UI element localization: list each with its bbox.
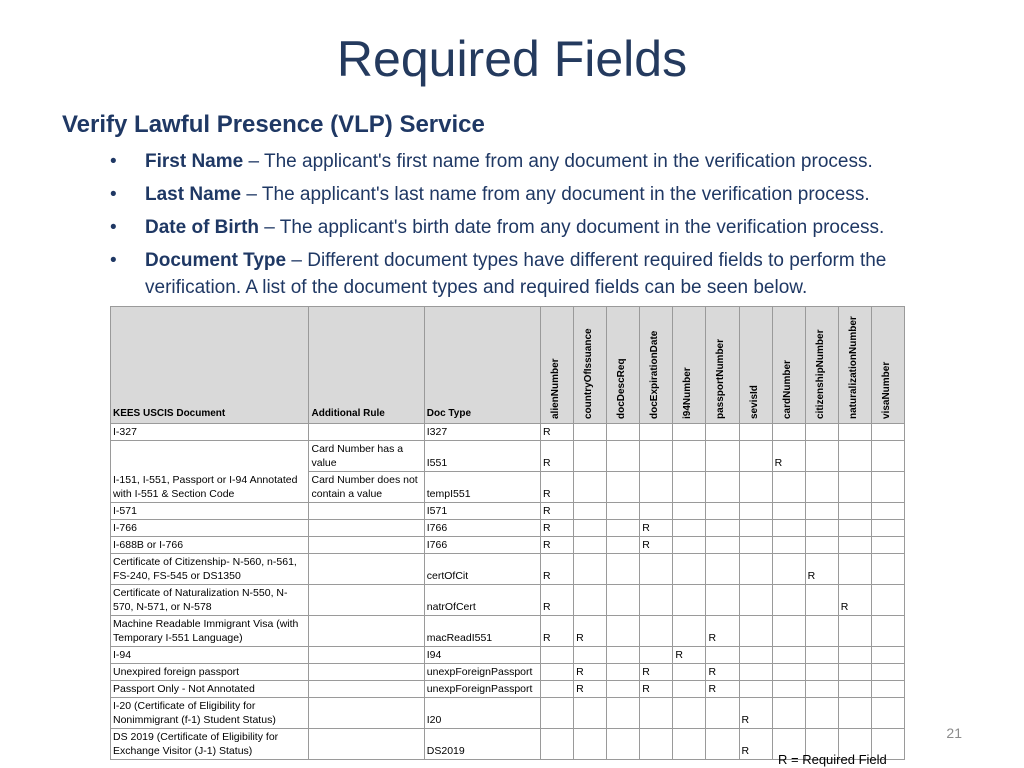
cell-document: I-151, I-551, Passport or I-94 Annotated with I-551 & Section Code bbox=[111, 441, 309, 503]
cell-required-flag bbox=[739, 681, 772, 698]
bullet-dot-icon: • bbox=[110, 250, 117, 271]
header-field-label: naturalizationNumber bbox=[847, 316, 859, 419]
cell-required-flag bbox=[607, 729, 640, 760]
cell-additional-rule bbox=[309, 681, 424, 698]
table-body bbox=[111, 424, 905, 760]
header-field-label: docDescReq bbox=[616, 358, 628, 419]
header-document: KEES USCIS Document bbox=[111, 307, 309, 424]
cell-required-flag bbox=[772, 698, 805, 729]
cell-doc-type: certOfCit bbox=[424, 554, 540, 585]
cell-required-flag bbox=[541, 729, 574, 760]
cell-required-flag: R bbox=[706, 681, 739, 698]
header-field-label: citizenshipNumber bbox=[814, 329, 826, 419]
cell-required-flag: R bbox=[805, 554, 838, 585]
cell-required-flag: R bbox=[640, 520, 673, 537]
cell-required-flag bbox=[574, 554, 607, 585]
cell-required-flag bbox=[673, 729, 706, 760]
cell-required-flag bbox=[640, 441, 673, 472]
cell-additional-rule: Card Number does not contain a value bbox=[309, 472, 424, 503]
section-subtitle: Verify Lawful Presence (VLP) Service bbox=[62, 111, 485, 138]
cell-required-flag bbox=[772, 520, 805, 537]
bullet-item bbox=[110, 148, 970, 175]
cell-required-flag bbox=[838, 537, 871, 554]
cell-required-flag bbox=[673, 698, 706, 729]
cell-required-flag bbox=[706, 729, 739, 760]
cell-required-flag bbox=[739, 554, 772, 585]
bullet-list bbox=[110, 148, 970, 307]
page-title: Required Fields bbox=[336, 31, 688, 87]
table-row bbox=[111, 647, 905, 664]
cell-required-flag bbox=[574, 729, 607, 760]
cell-document: Certificate of Citizenship- N-560, n-561, FS-240, FS-545 or DS1350 bbox=[111, 554, 309, 585]
cell-required-flag bbox=[739, 441, 772, 472]
bullet-text: – Different document types have different required fields to perform the verification. A list of the document types and required fields can be seen below. bbox=[145, 250, 887, 298]
header-field bbox=[640, 307, 673, 424]
cell-required-flag bbox=[772, 585, 805, 616]
cell-required-flag bbox=[541, 681, 574, 698]
header-field-label: countryOfIssuance bbox=[583, 328, 595, 419]
cell-document: I-766 bbox=[111, 520, 309, 537]
bullet-term: First Name bbox=[145, 151, 244, 172]
cell-required-flag bbox=[607, 681, 640, 698]
cell-additional-rule bbox=[309, 729, 424, 760]
cell-required-flag: R bbox=[574, 616, 607, 647]
page-number: 21 bbox=[946, 725, 962, 741]
cell-required-flag bbox=[772, 424, 805, 441]
header-field bbox=[739, 307, 772, 424]
cell-doc-type: natrOfCert bbox=[424, 585, 540, 616]
cell-doc-type: I20 bbox=[424, 698, 540, 729]
cell-required-flag bbox=[739, 616, 772, 647]
cell-document: Certificate of Naturalization N-550, N-570, N-571, or N-578 bbox=[111, 585, 309, 616]
cell-required-flag bbox=[838, 554, 871, 585]
cell-required-flag bbox=[706, 647, 739, 664]
cell-required-flag bbox=[640, 472, 673, 503]
cell-required-flag bbox=[673, 424, 706, 441]
cell-required-flag bbox=[838, 616, 871, 647]
cell-required-flag bbox=[739, 520, 772, 537]
cell-required-flag bbox=[574, 647, 607, 664]
bullet-term: Date of Birth bbox=[145, 217, 259, 238]
cell-required-flag bbox=[871, 441, 904, 472]
cell-additional-rule bbox=[309, 698, 424, 729]
cell-required-flag bbox=[805, 616, 838, 647]
cell-required-flag bbox=[640, 554, 673, 585]
cell-required-flag: R bbox=[541, 441, 574, 472]
cell-required-flag bbox=[871, 698, 904, 729]
table-row bbox=[111, 554, 905, 585]
cell-required-flag bbox=[673, 554, 706, 585]
cell-required-flag bbox=[871, 537, 904, 554]
header-field bbox=[706, 307, 739, 424]
cell-required-flag bbox=[706, 585, 739, 616]
cell-required-flag bbox=[673, 585, 706, 616]
cell-required-flag bbox=[673, 441, 706, 472]
header-field-label: docExpirationDate bbox=[649, 330, 661, 419]
cell-required-flag: R bbox=[706, 664, 739, 681]
bullet-text: – The applicant's birth date from any document in the verification process. bbox=[259, 217, 885, 238]
cell-required-flag: R bbox=[541, 424, 574, 441]
cell-required-flag: R bbox=[673, 647, 706, 664]
cell-document: I-327 bbox=[111, 424, 309, 441]
cell-additional-rule bbox=[309, 520, 424, 537]
cell-required-flag bbox=[574, 698, 607, 729]
bullet-term: Document Type bbox=[145, 250, 287, 271]
cell-required-flag bbox=[607, 585, 640, 616]
cell-additional-rule bbox=[309, 664, 424, 681]
cell-required-flag bbox=[772, 503, 805, 520]
cell-required-flag bbox=[871, 503, 904, 520]
table-row bbox=[111, 664, 905, 681]
cell-required-flag: R bbox=[541, 554, 574, 585]
cell-additional-rule bbox=[309, 647, 424, 664]
cell-required-flag bbox=[706, 503, 739, 520]
cell-required-flag: R bbox=[574, 681, 607, 698]
cell-required-flag bbox=[838, 520, 871, 537]
bullet-term: Last Name bbox=[145, 184, 242, 205]
document-requirements-table bbox=[110, 306, 905, 760]
cell-doc-type: macReadI551 bbox=[424, 616, 540, 647]
cell-required-flag: R bbox=[574, 664, 607, 681]
cell-required-flag bbox=[838, 681, 871, 698]
cell-required-flag bbox=[871, 520, 904, 537]
cell-document: I-94 bbox=[111, 647, 309, 664]
cell-required-flag bbox=[607, 554, 640, 585]
cell-required-flag bbox=[574, 503, 607, 520]
cell-required-flag bbox=[574, 585, 607, 616]
header-field bbox=[772, 307, 805, 424]
cell-required-flag: R bbox=[640, 681, 673, 698]
cell-required-flag bbox=[739, 647, 772, 664]
cell-required-flag bbox=[871, 472, 904, 503]
header-field bbox=[607, 307, 640, 424]
header-field bbox=[673, 307, 706, 424]
cell-required-flag: R bbox=[739, 698, 772, 729]
cell-document: Passport Only - Not Annotated bbox=[111, 681, 309, 698]
cell-required-flag bbox=[838, 441, 871, 472]
cell-required-flag bbox=[871, 647, 904, 664]
cell-required-flag bbox=[607, 537, 640, 554]
cell-required-flag bbox=[838, 424, 871, 441]
cell-required-flag bbox=[574, 424, 607, 441]
cell-required-flag bbox=[607, 441, 640, 472]
cell-doc-type: I571 bbox=[424, 503, 540, 520]
cell-required-flag bbox=[805, 537, 838, 554]
table-row bbox=[111, 585, 905, 616]
cell-document: Machine Readable Immigrant Visa (with Temporary I-551 Language) bbox=[111, 616, 309, 647]
cell-required-flag bbox=[871, 585, 904, 616]
cell-required-flag bbox=[871, 554, 904, 585]
cell-doc-type: tempI551 bbox=[424, 472, 540, 503]
cell-required-flag bbox=[805, 681, 838, 698]
header-field bbox=[805, 307, 838, 424]
legend: R = Required Field bbox=[778, 752, 887, 767]
table-row bbox=[111, 537, 905, 554]
cell-required-flag bbox=[739, 472, 772, 503]
cell-required-flag bbox=[838, 664, 871, 681]
cell-required-flag bbox=[706, 554, 739, 585]
table-row bbox=[111, 520, 905, 537]
cell-required-flag bbox=[871, 616, 904, 647]
cell-required-flag bbox=[805, 424, 838, 441]
cell-additional-rule bbox=[309, 554, 424, 585]
cell-required-flag bbox=[640, 698, 673, 729]
cell-required-flag bbox=[805, 647, 838, 664]
cell-required-flag bbox=[706, 441, 739, 472]
cell-doc-type: I327 bbox=[424, 424, 540, 441]
header-field bbox=[871, 307, 904, 424]
cell-required-flag bbox=[673, 520, 706, 537]
cell-additional-rule bbox=[309, 616, 424, 647]
cell-required-flag bbox=[607, 472, 640, 503]
cell-required-flag bbox=[640, 585, 673, 616]
header-field-label: cardNumber bbox=[781, 360, 793, 419]
cell-required-flag bbox=[673, 472, 706, 503]
cell-required-flag bbox=[838, 647, 871, 664]
cell-required-flag bbox=[541, 664, 574, 681]
bullet-dot-icon: • bbox=[110, 184, 117, 205]
table-header-row bbox=[111, 307, 905, 424]
cell-required-flag bbox=[805, 664, 838, 681]
table-row bbox=[111, 424, 905, 441]
cell-required-flag bbox=[838, 472, 871, 503]
cell-document: DS 2019 (Certificate of Eligibility for Exchange Visitor (J-1) Status) bbox=[111, 729, 309, 760]
cell-required-flag: R bbox=[541, 585, 574, 616]
cell-additional-rule: Card Number has a value bbox=[309, 441, 424, 472]
cell-required-flag: R bbox=[739, 729, 772, 760]
header-field-label: sevisId bbox=[748, 385, 760, 419]
cell-required-flag bbox=[706, 537, 739, 554]
cell-required-flag bbox=[739, 424, 772, 441]
cell-document: I-20 (Certificate of Eligibility for Nonimmigrant (f-1) Student Status) bbox=[111, 698, 309, 729]
cell-required-flag bbox=[805, 503, 838, 520]
cell-required-flag bbox=[805, 698, 838, 729]
cell-required-flag bbox=[871, 681, 904, 698]
table-row bbox=[111, 503, 905, 520]
cell-doc-type: unexpForeignPassport bbox=[424, 681, 540, 698]
cell-required-flag bbox=[838, 698, 871, 729]
table-row bbox=[111, 698, 905, 729]
cell-required-flag bbox=[607, 424, 640, 441]
cell-required-flag bbox=[805, 585, 838, 616]
cell-required-flag: R bbox=[706, 616, 739, 647]
cell-document: Unexpired foreign passport bbox=[111, 664, 309, 681]
cell-required-flag bbox=[805, 472, 838, 503]
cell-document: I-571 bbox=[111, 503, 309, 520]
cell-required-flag bbox=[607, 520, 640, 537]
header-field bbox=[541, 307, 574, 424]
cell-required-flag bbox=[541, 647, 574, 664]
cell-required-flag bbox=[574, 537, 607, 554]
cell-required-flag bbox=[739, 664, 772, 681]
cell-required-flag bbox=[805, 441, 838, 472]
cell-required-flag: R bbox=[772, 441, 805, 472]
cell-doc-type: I94 bbox=[424, 647, 540, 664]
header-additional-rule: Additional Rule bbox=[309, 307, 424, 424]
cell-document: I-688B or I-766 bbox=[111, 537, 309, 554]
cell-required-flag bbox=[673, 537, 706, 554]
cell-required-flag bbox=[772, 681, 805, 698]
cell-doc-type: I766 bbox=[424, 537, 540, 554]
cell-required-flag: R bbox=[640, 664, 673, 681]
bullet-dot-icon: • bbox=[110, 217, 117, 238]
cell-required-flag bbox=[706, 472, 739, 503]
cell-required-flag bbox=[706, 520, 739, 537]
cell-required-flag: R bbox=[640, 537, 673, 554]
cell-required-flag bbox=[673, 503, 706, 520]
cell-doc-type: DS2019 bbox=[424, 729, 540, 760]
bullet-text: – The applicant's first name from any document in the verification process. bbox=[243, 151, 873, 172]
cell-required-flag bbox=[673, 664, 706, 681]
cell-required-flag: R bbox=[541, 616, 574, 647]
cell-required-flag: R bbox=[838, 585, 871, 616]
cell-required-flag bbox=[673, 616, 706, 647]
cell-required-flag bbox=[871, 424, 904, 441]
cell-required-flag bbox=[574, 472, 607, 503]
cell-required-flag bbox=[607, 698, 640, 729]
cell-required-flag: R bbox=[541, 503, 574, 520]
cell-required-flag bbox=[772, 537, 805, 554]
cell-required-flag: R bbox=[541, 520, 574, 537]
cell-required-flag bbox=[640, 503, 673, 520]
cell-additional-rule bbox=[309, 503, 424, 520]
header-field-label: i94Number bbox=[682, 367, 694, 419]
cell-doc-type: I766 bbox=[424, 520, 540, 537]
header-field bbox=[838, 307, 871, 424]
bullet-text: – The applicant's last name from any document in the verification process. bbox=[241, 184, 870, 205]
cell-required-flag bbox=[640, 647, 673, 664]
cell-required-flag bbox=[772, 616, 805, 647]
cell-required-flag: R bbox=[541, 537, 574, 554]
header-field-label: passportNumber bbox=[715, 338, 727, 419]
bullet-dot-icon: • bbox=[110, 151, 117, 172]
cell-required-flag bbox=[607, 616, 640, 647]
table-row bbox=[111, 616, 905, 647]
cell-required-flag bbox=[706, 698, 739, 729]
cell-required-flag bbox=[739, 503, 772, 520]
bullet-item bbox=[110, 247, 970, 301]
cell-required-flag bbox=[640, 729, 673, 760]
cell-required-flag bbox=[607, 503, 640, 520]
cell-required-flag bbox=[607, 647, 640, 664]
header-doc-type: Doc Type bbox=[424, 307, 540, 424]
cell-doc-type: I551 bbox=[424, 441, 540, 472]
cell-doc-type: unexpForeignPassport bbox=[424, 664, 540, 681]
cell-required-flag: R bbox=[541, 472, 574, 503]
cell-required-flag bbox=[739, 537, 772, 554]
cell-required-flag bbox=[640, 424, 673, 441]
cell-additional-rule bbox=[309, 537, 424, 554]
cell-required-flag bbox=[772, 472, 805, 503]
table-row bbox=[111, 441, 905, 472]
header-field-label: alienNumber bbox=[550, 358, 562, 419]
cell-required-flag bbox=[541, 698, 574, 729]
cell-required-flag bbox=[739, 585, 772, 616]
cell-required-flag bbox=[574, 441, 607, 472]
cell-required-flag bbox=[772, 647, 805, 664]
cell-additional-rule bbox=[309, 585, 424, 616]
bullet-item bbox=[110, 214, 970, 241]
bullet-item bbox=[110, 181, 970, 208]
table-row bbox=[111, 681, 905, 698]
cell-required-flag bbox=[871, 664, 904, 681]
cell-required-flag bbox=[838, 503, 871, 520]
cell-required-flag bbox=[574, 520, 607, 537]
cell-required-flag bbox=[772, 664, 805, 681]
header-field bbox=[574, 307, 607, 424]
cell-additional-rule bbox=[309, 424, 424, 441]
cell-required-flag bbox=[607, 664, 640, 681]
cell-required-flag bbox=[673, 681, 706, 698]
cell-required-flag bbox=[640, 616, 673, 647]
cell-required-flag bbox=[772, 554, 805, 585]
cell-required-flag bbox=[706, 424, 739, 441]
cell-required-flag bbox=[805, 520, 838, 537]
header-field-label: visaNumber bbox=[880, 361, 892, 419]
